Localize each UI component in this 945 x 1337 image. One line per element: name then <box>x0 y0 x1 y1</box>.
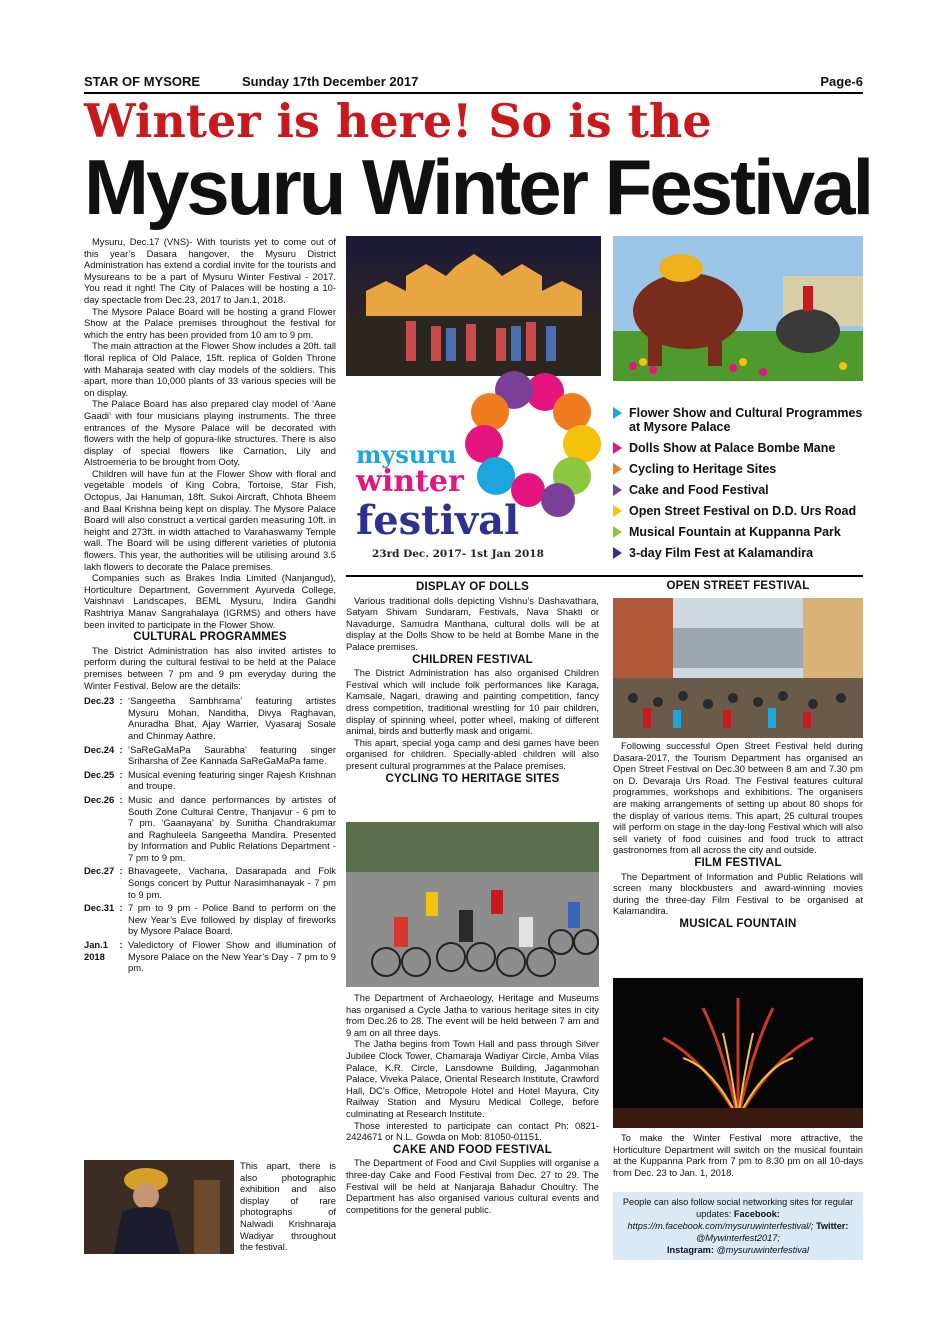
schedule-row: Dec.31 : 7 pm to 9 pm - Police Band to perform on the New Year’s Eve followed by display of fireworks by Mysore Palace Board. <box>84 902 336 937</box>
highlight-item <box>613 504 865 518</box>
photo-exhibition-note: This apart, there is also photographic exhibition and also display of rare photographs of Nalwadi Krishnaraja Wadiyar throughout the festival. <box>240 1160 336 1253</box>
festival-logo <box>346 370 611 570</box>
highlight-label: Open Street Festival on D.D. Urs Road <box>629 504 857 518</box>
triangle-bullet-icon <box>613 484 622 496</box>
highlight-label: Cake and Food Festival <box>629 483 769 497</box>
wadiyar-portrait-photo <box>84 1160 234 1254</box>
palace-night-illustration <box>346 236 601 376</box>
intro-paragraph: The Mysore Palace Board will be hosting a grand Flower Show at the Palace premises throughout the festival for which the entry has been provided from 10 am to 9 pm. <box>84 305 336 340</box>
middle-column <box>346 580 599 786</box>
schedule-date: Jan.1 2018 <box>84 939 108 962</box>
schedule-text: Musical evening featuring singer Rajesh Krishnan and troupe. <box>128 768 336 792</box>
cycling-text: The Department of Archaeology, Heritage and Museums has organised a Cycle Jatha to various heritage sites in city from Dec.26 to 28. The event will be held between 7 am and 9 am on all three days. <box>346 992 599 1038</box>
headline-line-2: Mysuru Winter Festival <box>84 143 872 231</box>
highlight-item <box>613 441 865 455</box>
intro-paragraph: Children will have fun at the Flower Show with floral and vegetable models of King Cobra, Tortoise, Star Fish, Octopus, Jai Hanuman, 18ft. Sukoi Aircraft, Chhota Bheem and Baal Krishna being kept on display. The Mysore Palace Board will also construct a vertical garden measuring 10ft. in height and 273ft. in width attached to Varahaswamy Temple wall. The Board will be using different varieties of plutonia flowers. This year, the authorities will be utilising around 3.5 lakh flowers to decorate the Palace premises. <box>84 467 336 572</box>
logo-text-festival: festival <box>356 497 520 544</box>
flower-elephant-illustration <box>613 236 863 381</box>
highlight-label: 3-day Film Fest at Kalamandira <box>629 546 814 560</box>
cycling-heading: CYCLING TO HERITAGE SITES <box>385 772 560 785</box>
schedule-date: Dec.24 <box>84 743 115 755</box>
fountain-heading: MUSICAL FOUNTAIN <box>679 917 797 930</box>
page-number: Page-6 <box>820 74 863 89</box>
fountain-text: To make the Winter Festival more attractive, the Horticulture Department will switch on the musical fountain at the Kuppanna Park from 7 pm to 8.30 pm on all 10-days from Dec. 23 to Jan. 1, 2018. <box>613 1132 863 1178</box>
intro-paragraph: Mysuru, Dec.17 (VNS)- With tourists yet to come out of this year’s Dasara hangover, the Mysuru District Administration has extend a cordial invite for the tourists and Mysureans to be a part of Mysuru Winter Festival - 2017. You read it right! The City of Palaces will be hosting a 10-day spectacle from Dec.23, 2017 to Jan.1, 2018. <box>84 236 336 305</box>
dolls-heading: DISPLAY OF DOLLS <box>415 581 530 593</box>
triangle-bullet-icon <box>613 526 622 538</box>
cycling-text: The Jatha begins from Town Hall and pass through Silver Jubilee Clock Tower, Chamaraja Wadiyar Circle, Amba Vilas Palace, K.R. Circle, Lansdowne Building, Jaganmohan Palace, Viveka Palace, Oriental Research Institute, Crawford Hall, DC’s Office, Metropole Hotel and Hotel Mayura, City Railway Station and Mysuru Medical College, before culminating at Research Institute. <box>346 1038 599 1119</box>
musical-fountain-illustration <box>613 978 863 1128</box>
cake-text: The Department of Food and Civil Supplies will organise a three-day Cake and Food Festival from Dec. 27 to 29. The Festival will be held at Nanjaraja Bahadur Choultry. The Department has also organised various cultural events and competitions for the general public. <box>346 1157 599 1215</box>
schedule-row: Dec.23 : ‘Sangeetha Sambhrama’ featuring artistes Mysuru Mohan, Nanditha, Divya Raghavan, Anuradha Bhat, Ajay Warrier, Vyasaraj Sosale and Chinmay Aathre. <box>84 695 336 741</box>
highlight-item <box>613 462 865 476</box>
facebook-link[interactable]: https://m.facebook.com/mysuruwinterfestival/; <box>627 1221 814 1231</box>
film-text: The Department of Information and Public Relations will screen many blockbusters and award-winning movies during the three-day Film Festival to be organised at Kalamandira. <box>613 870 863 917</box>
masthead <box>84 74 863 94</box>
intro-paragraph: The main attraction at the Flower Show includes a 20ft. tall floral replica of Old Palace, 15ft. replica of Golden Throne with Maharaja seated with clay models of the soldiers. This apart, more than 10,000 plants of 33 various species will be on display. <box>84 340 336 398</box>
cultural-intro: The District Administration has also invited artistes to perform during the cultural festival to be held at the Palace premises between 7 pm and 9 pm everyday during the Winter Festival. Below are the details: <box>84 644 336 691</box>
instagram-label: Instagram: <box>666 1245 714 1255</box>
cultural-heading: CULTURAL PROGRAMMES <box>133 631 287 644</box>
instagram-handle[interactable]: @mysuruwinterfestival <box>716 1245 810 1255</box>
schedule-text: ‘Sangeetha Sambhrama’ featuring artistes Mysuru Mohan, Nanditha, Divya Raghavan, Anuradha Bhat, Ajay Warrier, Vyasaraj Sosale and Chinmay Aathre. <box>128 695 336 741</box>
right-column <box>613 740 863 932</box>
street-text: Following successful Open Street Festival held during Dasara-2017, the Tourism Department has organised an Open Street Festival on Dec.30 between 8 am and 7.30 pm on D. Devaraja Urs Road. The Festival features cultural programmes, workshops and exhibitions. The organisers are making arrangements of setting up about 80 shops for the display of various items. This apart, 25 cultural troupes will perform on stage in the day-long Festival which will also sell variety of food cuisines and food truck to attract gastronomes from all across the city and outside. <box>613 740 863 856</box>
schedule-text: Valedictory of Flower Show and illumination of Mysore Palace on the New Year’s Day - 7 pm to 9 pm. <box>128 939 336 974</box>
logo-text-mysuru: mysuru <box>356 440 457 469</box>
street-festival-illustration <box>613 598 863 738</box>
schedule-date: Dec.23 <box>84 695 115 707</box>
schedule-date: Dec.25 <box>84 768 115 780</box>
children-heading: CHILDREN FESTIVAL <box>412 653 533 666</box>
schedule-text: Bhavageete, Vachana, Dasarapada and Folk Songs concert by Puttur Narasimhanayak - 7 pm to 9 pm. <box>128 865 336 900</box>
highlight-item <box>613 483 865 497</box>
schedule-row: Dec.25 : Musical evening featuring singer Rajesh Krishnan and troupe. <box>84 768 336 792</box>
triangle-bullet-icon <box>613 505 622 517</box>
schedule-row: Jan.1 2018 : Valedictory of Flower Show and illumination of Mysore Palace on the New Year’s Day - 7 pm to 9 pm. <box>84 939 336 974</box>
schedule-date: Dec.26 <box>84 793 115 805</box>
street-festival-photo <box>613 598 863 738</box>
issue-date: Sunday 17th December 2017 <box>242 74 419 89</box>
highlight-label: Dolls Show at Palace Bombe Mane <box>629 441 836 455</box>
palace-night-photo <box>346 236 601 376</box>
schedule-row: Dec.27 : Bhavageete, Vachana, Dasarapada and Folk Songs concert by Puttur Narasimhanayak - 7 pm to 9 pm. <box>84 865 336 900</box>
cycling-illustration <box>346 822 599 987</box>
triangle-bullet-icon <box>613 547 622 559</box>
highlight-label: Flower Show and Cultural Programmes at Mysore Palace <box>629 406 863 434</box>
fountain-text-block <box>613 1132 863 1178</box>
intro-paragraph: The Palace Board has also prepared clay model of ‘Aane Gaadi’ with four musicians playing instruments. The three entrances of the Mysore Palace will be decorated with flowers with the help of gopura-like structures. There is also display of special flowers like Carnation, Lily and Alstroemeria to be brought from Ooty. <box>84 398 336 468</box>
dolls-text: Various traditional dolls depicting Vishnu’s Dashavathara, Satyam Shivam Sundaram, Festivals, Nava Shakti or Navadurge, Samudra Manthana, cultural dolls will be at display at the Dolls Show to be held at Bombe Mane in the Palace premises. <box>346 594 599 652</box>
section-divider <box>346 575 863 577</box>
cycling-text: Those interested to participate can contact Ph: 0821-2424671 or N.L. Gowda on Mob: 81050-01151. <box>346 1119 599 1143</box>
schedule-text: ‘SaReGaMaPa Saurabha’ featuring singer Sriharsha of Zee Kannada SaReGaMaPa fame. <box>128 743 336 767</box>
left-column <box>84 236 336 976</box>
highlight-item <box>613 546 865 560</box>
schedule-date: Dec.27 <box>84 865 115 877</box>
logo-text-winter: winter <box>356 464 464 499</box>
intro-paragraph: Companies such as Brakes India Limited (Nanjangud), Horticulture Department, Government Ayurveda College, Vaishnavi Landscapes, BEML Mysuru, Indira Gandhi Rashtriya Manav Sangrahalaya (IGRMS) and others have been invited to participate in the Flower Show. <box>84 572 336 630</box>
schedule-date: Dec.31 <box>84 902 115 914</box>
highlight-label: Musical Fountain at Kuppanna Park <box>629 525 841 539</box>
middle-column-bottom <box>346 992 599 1215</box>
flower-elephant-photo <box>613 236 863 381</box>
children-text: This apart, special yoga camp and desi games have been organised for children. Specially-abled children will also present cultural programmes at the Palace premises. <box>346 736 599 771</box>
social-intro: People can also follow social networking sites for regular updates: <box>622 1197 854 1219</box>
highlight-item <box>613 525 865 539</box>
twitter-label: Twitter: <box>815 1221 849 1231</box>
social-media-box <box>613 1192 863 1260</box>
schedule-text: Music and dance performances by artistes of South Zone Cultural Centre, Thanjavur - 6 pm to 7 pm. ‘Gaanayana’ by Sunitha Chandrakumar and Raghuleela Sangeetha Mandira. Presented by Information and Public Relations Department - 7 pm to 9 pm. <box>128 793 336 863</box>
portrait-illustration <box>84 1160 234 1254</box>
cycling-photo <box>346 822 599 987</box>
schedule-row: Dec.26 : Music and dance performances by artistes of South Zone Cultural Centre, Thanjavur - 6 pm to 7 pm. ‘Gaanayana’ by Sunitha Chandrakumar and Raghuleela Sangeetha Mandira. Presented by Information and Public Relations Department - 7 pm to 9 pm. <box>84 793 336 863</box>
facebook-label: Facebook: <box>733 1209 780 1219</box>
newspaper-name: STAR OF MYSORE <box>84 74 201 89</box>
logo-dates: 23rd Dec. 2017- 1st Jan 2018 <box>372 548 544 560</box>
highlight-label: Cycling to Heritage Sites <box>629 462 777 476</box>
triangle-bullet-icon <box>613 442 622 454</box>
street-heading: OPEN STREET FESTIVAL <box>666 580 810 592</box>
twitter-handle[interactable]: @Mywinterfest2017; <box>696 1233 780 1243</box>
cake-heading: CAKE AND FOOD FESTIVAL <box>392 1143 552 1156</box>
highlights-list <box>613 406 865 567</box>
triangle-bullet-icon <box>613 407 622 419</box>
schedule-text: 7 pm to 9 pm - Police Band to perform on the New Year’s Eve followed by display of fireworks by Mysore Palace Board. <box>128 902 336 937</box>
children-text: The District Administration has also organised Children Festival which will include folk performances like Karaga, Kamsale, Nagari, drawing and painting competition, fancy dress competition, traditional wrestling for 10 pair children, display of spinning wheel, potter wheel, making of different animal, birds and butterfly mask and origami. <box>346 667 599 737</box>
musical-fountain-photo <box>613 978 863 1128</box>
headline-line-1: Winter is here! So is the <box>84 94 712 148</box>
film-heading: FILM FESTIVAL <box>694 856 782 869</box>
triangle-bullet-icon <box>613 463 622 475</box>
schedule-row: Dec.24 : ‘SaReGaMaPa Saurabha’ featuring singer Sriharsha of Zee Kannada SaReGaMaPa fame. <box>84 743 336 767</box>
highlight-item <box>613 406 865 434</box>
